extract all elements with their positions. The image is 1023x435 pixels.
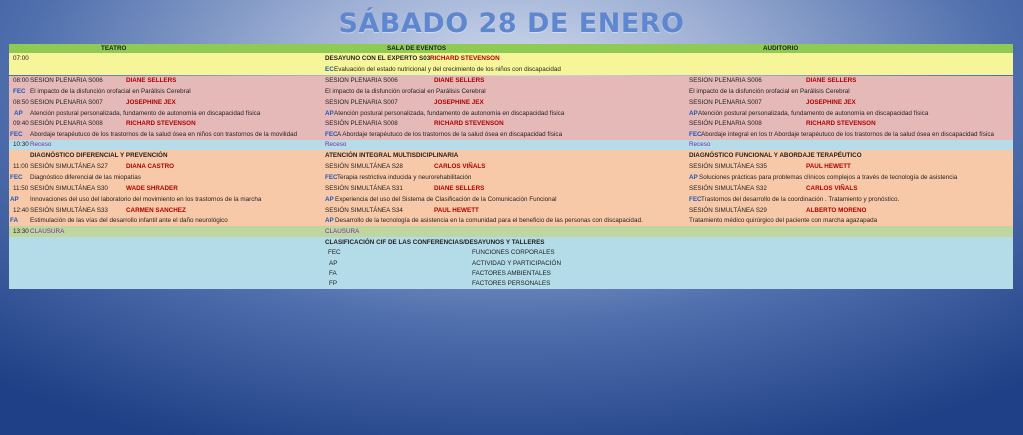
legend-item xyxy=(9,258,1013,269)
plenary-6-aud: Abordaje integral en los tr Abordaje terapéutuco de los trastornos de la salud ósea en discapacidad física xyxy=(701,130,994,138)
header-teatro: TEATRO xyxy=(101,44,127,52)
recess-sala: Receso xyxy=(325,140,347,148)
sim1-teatro-text: Diagnóstico diferencial de las miopatías xyxy=(30,173,141,181)
plenary-5-time: 09:40 xyxy=(13,119,29,127)
plenary-6-aud-code: FEC xyxy=(689,130,702,138)
breakfast-row-1 xyxy=(9,53,1013,64)
plenary-row-5 xyxy=(9,119,1013,129)
sim1-sala-text: Terapia restrictiva inducida y neurorehabilitación xyxy=(337,173,472,181)
breakfast-code: EC xyxy=(325,65,334,73)
sim1-sala-session: SESIÓN SIMULTÁNEA S28 xyxy=(325,162,403,170)
sim3-session-row xyxy=(9,205,1013,216)
page-title: SÁBADO 28 DE ENERO xyxy=(338,8,685,39)
sim3-teatro-session: SESIÓN SIMULTÁNEA S33 xyxy=(30,206,108,214)
plenary-3-teatro-speaker: JOSEPHINE JEX xyxy=(126,98,176,106)
closing-teatro: CLAUSURA xyxy=(30,227,65,235)
sim2-sala-text: Experiencia del uso del Sistema de Clasificación de la Comunicación Funcional xyxy=(335,195,557,203)
plenary-4-teatro-code: AP xyxy=(14,109,23,117)
sim3-sala-code: AP xyxy=(325,216,334,224)
breakfast-title: DESAYUNO CON EL EXPERTO S03 xyxy=(325,54,431,62)
legend-label-ap: ACTIVIDAD Y PARTICIPACIÓN xyxy=(472,259,561,267)
plenary-3-aud-session: SESION PLENARIA S007 xyxy=(689,98,762,106)
legend-label-fp: FACTORES PERSONALES xyxy=(472,279,551,287)
sim3-sala-session: SESIÓN SIMULTÁNEA S34 xyxy=(325,206,403,214)
legend-label-fec: FUNCIONES CORPORALES xyxy=(472,248,555,256)
sim2-time: 11:50 xyxy=(13,184,29,192)
plenary-row-6 xyxy=(9,129,1013,140)
legend-title: CLASIFICACIÓN CIF DE LAS CONFERENCIAS/DESAYUNOS Y TALLERES xyxy=(325,238,545,246)
sim3-aud-speaker: ALBERTO MORENO xyxy=(806,206,867,214)
sim2-sala-code: AP xyxy=(325,195,334,203)
sim2-topic-row xyxy=(9,194,1013,205)
legend-code-fa: FA xyxy=(329,269,337,277)
header-row xyxy=(9,44,1013,53)
sim2-teatro-session: SESIÓN SIMULTÁNEA S30 xyxy=(30,184,108,192)
sim3-aud-text: Tratamiento médico quirúrgico del paciente con marcha agazapada xyxy=(689,216,878,224)
legend-code-ap: AP xyxy=(329,259,338,267)
plenary-row-3 xyxy=(9,97,1013,108)
sim2-session-row xyxy=(9,183,1013,194)
closing-time: 13:30 xyxy=(13,227,29,235)
closing-sala: CLAUSURA xyxy=(325,227,360,235)
sim1-sala-speaker: CARLOS VIÑALS xyxy=(434,162,486,170)
sim3-sala-speaker: PAUL HEWETT xyxy=(434,206,479,214)
sim2-sala-session: SESIÓN SIMULTÁNEA S31 xyxy=(325,184,403,192)
plenary-3-sala-speaker: JOSEPHINE JEX xyxy=(434,98,484,106)
sim1-aud-text: Soluciones prácticas para problemas clínicos complejos a través de tecnología de asistencia xyxy=(699,173,958,181)
plenary-1-aud-speaker: DIANE SELLERS xyxy=(806,76,857,84)
plenary-1-sala-session: SESION PLENARIA S006 xyxy=(325,76,398,84)
plenary-1-teatro-speaker: DIANE SELLERS xyxy=(126,76,177,84)
plenary-3-sala-session: SESION PLENARIA S007 xyxy=(325,98,398,106)
header-sala: SALA DE EVENTOS xyxy=(387,44,447,52)
sim1-aud-code: AP xyxy=(689,173,698,181)
sim3-teatro-code: FA xyxy=(10,216,19,224)
sim1-teatro-session: SESIÓN SIMULTÁNEA S27 xyxy=(30,162,108,170)
sim3-time: 12:40 xyxy=(13,206,29,214)
plenary-4-aud: Atención postural personalizada, fundamento de autonomía en discapacidad física xyxy=(698,109,929,117)
plenary-2-teatro: El impacto de la disfunción orofacial en Parálisis Cerebral xyxy=(30,87,191,95)
sim2-teatro-code: AP xyxy=(10,195,19,203)
plenary-5-sala-session: SESIÓN PLENARIA S008 xyxy=(325,119,398,127)
recess-time: 10:30 xyxy=(13,140,29,148)
plenary-row-1 xyxy=(9,76,1013,86)
recess-teatro: Receso xyxy=(30,140,52,148)
plenary-1-time: 08:00 xyxy=(13,76,29,84)
plenary-3-aud-speaker: JOSEPHINE JEX xyxy=(806,98,856,106)
sim3-sala-text: Desarrollo de la tecnología de asistencia en la comunidad para el beneficio de las personas con discapacidad. xyxy=(335,216,643,224)
plenary-1-sala-speaker: DIANE SELLERS xyxy=(434,76,485,84)
sim2-teatro-text: Innovaciones del uso del laboratorio del movimiento en los trastornos de la marcha xyxy=(30,195,262,203)
legend-code-fp: FP xyxy=(329,279,338,287)
sim3-teatro-text: Estimulación de las vías del desarrollo infantil ante el daño neurológico xyxy=(30,216,228,224)
sim3-teatro-speaker: CARMEN SANCHEZ xyxy=(126,206,186,214)
sim1-teatro-speaker: DIANA CASTRO xyxy=(126,162,175,170)
sim1-session-row xyxy=(9,161,1013,172)
sim1-aud-speaker: PAUL HEWETT xyxy=(806,162,851,170)
plenary-row-4 xyxy=(9,108,1013,119)
plenary-5-sala-speaker: RICHARD STEVENSON xyxy=(434,119,504,127)
plenary-5-teatro-session: SESIÓN PLENARIA S008 xyxy=(30,119,103,127)
closing-row xyxy=(9,226,1013,237)
sim1-topic-row xyxy=(9,172,1013,183)
sim1-aud-session: SESIÓN SIMULTÁNEA S35 xyxy=(689,162,767,170)
sim2-aud-text: Trastornos del desarrollo de la coordinación . Tratamiento y pronóstico. xyxy=(701,195,900,203)
plenary-4-teatro: Atención postural personalizada, fundamento de autonomía en discapacidad física xyxy=(30,109,261,117)
plenary-1-aud-session: SESION PLENARIA S006 xyxy=(689,76,762,84)
legend-code-fec: FEC xyxy=(328,248,341,256)
sim1-teatro-code: FEC xyxy=(10,173,23,181)
plenary-3-time: 08:50 xyxy=(13,98,29,106)
breakfast-text: Evaluación del estado nutricional y del crecimiento de los niños con discapacidad xyxy=(334,65,561,73)
plenary-5-teatro-speaker: RICHARD STEVENSON xyxy=(126,119,196,127)
plenary-1-teatro-session: SESION PLENARIA S006 xyxy=(30,76,103,84)
sim2-aud-session: SESIÓN SIMULTÁNEA S32 xyxy=(689,184,767,192)
sim2-teatro-speaker: WADE SHRADER xyxy=(126,184,178,192)
plenary-6-teatro-code: FEC xyxy=(10,130,23,138)
legend-item xyxy=(9,269,1013,279)
legend-label-fa: FACTORES AMBIENTALES xyxy=(472,269,551,277)
sim1-sala-code: FEC xyxy=(325,173,338,181)
breakfast-row-2 xyxy=(9,64,1013,75)
sim2-aud-code: FEC xyxy=(689,195,702,203)
theme-teatro: DIAGNÓSTICO DIFERENCIAL Y PREVENCIÓN xyxy=(30,151,168,159)
theme-sala: ATENCIÓN INTEGRAL MULTISDICIPLINARIA xyxy=(325,151,459,159)
plenary-4-sala-code: AP xyxy=(325,109,334,117)
plenary-6-sala: A Abordaje terapéutuco de los trastornos de la salud ósea en discapacidad física xyxy=(337,130,563,138)
sim3-topic-row xyxy=(9,216,1013,226)
sim3-aud-session: SESIÓN SIMULTÁNEA S29 xyxy=(689,206,767,214)
theme-row xyxy=(9,150,1013,161)
plenary-5-aud-speaker: RICHARD STEVENSON xyxy=(806,119,876,127)
plenary-3-teatro-session: SESION PLENARIA S007 xyxy=(30,98,103,106)
plenary-6-sala-code: FEC xyxy=(325,130,338,138)
plenary-2-aud: El impacto de la disfunción orofacial en Parálisis Cerebral xyxy=(689,87,850,95)
breakfast-time: 07:00 xyxy=(13,54,29,62)
header-auditorio: AUDITORIO xyxy=(763,44,799,52)
plenary-2-sala: El impacto de la disfunción orofacial en Parálisis Cerebral xyxy=(325,87,486,95)
legend-item xyxy=(9,279,1013,289)
sim2-aud-speaker: CARLOS VIÑALS xyxy=(806,184,858,192)
recess-row xyxy=(9,140,1013,150)
breakfast-speaker: RICHARD STEVENSON xyxy=(430,54,500,62)
theme-auditorio: DIAGNÓSTICO FUNCIONAL Y ABORDAJE TERAPÉUTICO xyxy=(689,151,862,159)
schedule-table xyxy=(9,44,1013,289)
recess-auditorio: Receso xyxy=(689,140,711,148)
legend-item xyxy=(9,248,1013,258)
plenary-2-code: FEC xyxy=(13,87,26,95)
plenary-6-teatro: Abordaje terapéutuco de los trastornos de la salud ósea en niños con trastornos de la movilidad xyxy=(30,130,298,138)
plenary-5-aud-session: SESIÓN PLENARIA S008 xyxy=(689,119,762,127)
plenary-4-sala: Atención postural personalizada, fundamento de autonomía en discapacidad física xyxy=(334,109,565,117)
sim1-time: 11:00 xyxy=(13,162,29,170)
plenary-row-2 xyxy=(9,86,1013,97)
plenary-4-aud-code: AP xyxy=(689,109,698,117)
sim2-sala-speaker: DIANE SELLERS xyxy=(434,184,485,192)
legend-title-row xyxy=(9,237,1013,248)
